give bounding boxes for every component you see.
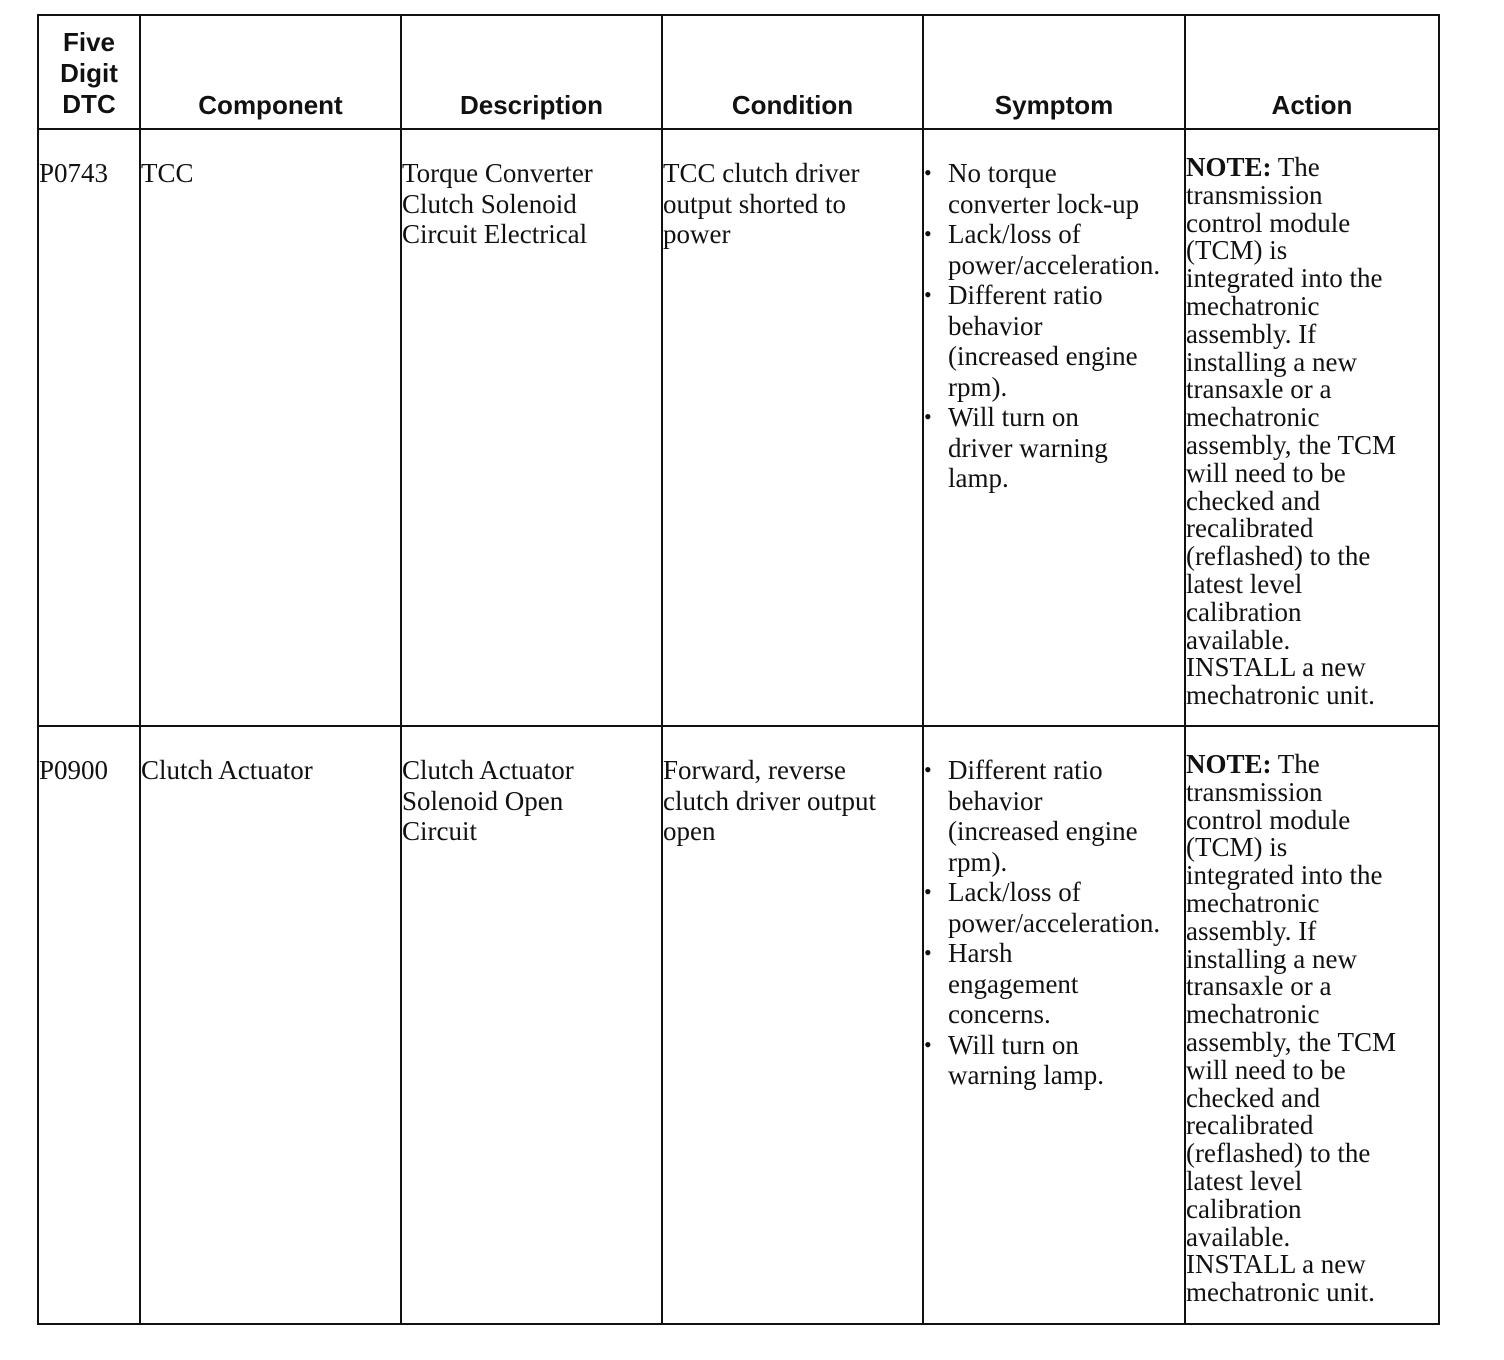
symptom-text: Different ratio behavior (increased engine rpm). bbox=[948, 755, 1138, 877]
symptom-cell bbox=[923, 726, 1185, 1324]
component-cell: Clutch Actuator bbox=[140, 726, 401, 1324]
bullet-icon: • bbox=[924, 221, 932, 246]
bullet-icon: • bbox=[924, 940, 932, 965]
header-description: Description bbox=[401, 15, 662, 129]
symptom-item bbox=[924, 1030, 1184, 1091]
symptom-cell bbox=[923, 129, 1185, 726]
header-component: Component bbox=[140, 15, 401, 129]
symptom-text: No torque converter lock-up bbox=[948, 158, 1140, 219]
header-action: Action bbox=[1185, 15, 1439, 129]
action-text-block bbox=[1186, 154, 1438, 710]
symptom-item bbox=[924, 877, 1184, 938]
action-text-block bbox=[1186, 751, 1438, 1307]
component-cell: TCC bbox=[140, 129, 401, 726]
header-row bbox=[38, 15, 1439, 129]
symptom-item bbox=[924, 755, 1184, 877]
table-row bbox=[38, 129, 1439, 726]
symptom-item bbox=[924, 219, 1184, 280]
condition-cell: TCC clutch driver output shorted to power bbox=[662, 129, 923, 726]
bullet-icon: • bbox=[924, 282, 932, 307]
symptom-item bbox=[924, 158, 1184, 219]
symptom-text: Lack/loss of power/acceleration. bbox=[948, 219, 1161, 280]
action-cell bbox=[1185, 726, 1439, 1324]
action-text: The transmission control module (TCM) is integrated into the mechatronic assembly. If installing a new transaxle or a mechatronic assembly, the TCM will need to be checked and recalibrated (reflashed) to the latest level calibration available. INSTALL a new mechatronic unit. bbox=[1186, 152, 1396, 711]
bullet-icon: • bbox=[924, 160, 932, 185]
bullet-icon: • bbox=[924, 757, 932, 782]
header-condition: Condition bbox=[662, 15, 923, 129]
description-cell: Clutch Actuator Solenoid Open Circuit bbox=[401, 726, 662, 1324]
header-dtc: Five Digit DTC bbox=[38, 15, 140, 129]
bullet-icon: • bbox=[924, 879, 932, 904]
bullet-icon: • bbox=[924, 404, 932, 429]
symptom-item bbox=[924, 280, 1184, 402]
action-text: The transmission control module (TCM) is integrated into the mechatronic assembly. If installing a new transaxle or a mechatronic assembly, the TCM will need to be checked and recalibrated (reflashed) to the latest level calibration available. INSTALL a new mechatronic unit. bbox=[1186, 749, 1396, 1308]
symptom-item bbox=[924, 402, 1184, 494]
symptom-text: Lack/loss of power/acceleration. bbox=[948, 877, 1161, 938]
symptom-text: Different ratio behavior (increased engine rpm). bbox=[948, 280, 1138, 402]
dtc-code: P0743 bbox=[38, 129, 140, 726]
action-cell bbox=[1185, 129, 1439, 726]
dtc-table bbox=[37, 14, 1440, 1325]
condition-cell: Forward, reverse clutch driver output open bbox=[662, 726, 923, 1324]
header-symptom: Symptom bbox=[923, 15, 1185, 129]
symptom-text: Will turn on driver warning lamp. bbox=[948, 402, 1108, 493]
symptom-text: Will turn on warning lamp. bbox=[948, 1029, 1104, 1090]
dtc-code: P0900 bbox=[38, 726, 140, 1324]
description-cell: Torque Converter Clutch Solenoid Circuit Electrical bbox=[401, 129, 662, 726]
symptom-list bbox=[924, 755, 1184, 1091]
note-label: NOTE: bbox=[1186, 749, 1272, 779]
table-row bbox=[38, 726, 1439, 1324]
symptom-text: Harsh engagement concerns. bbox=[948, 938, 1079, 1029]
note-label: NOTE: bbox=[1186, 152, 1272, 182]
symptom-item bbox=[924, 938, 1184, 1030]
symptom-list bbox=[924, 158, 1184, 494]
bullet-icon: • bbox=[924, 1031, 932, 1057]
